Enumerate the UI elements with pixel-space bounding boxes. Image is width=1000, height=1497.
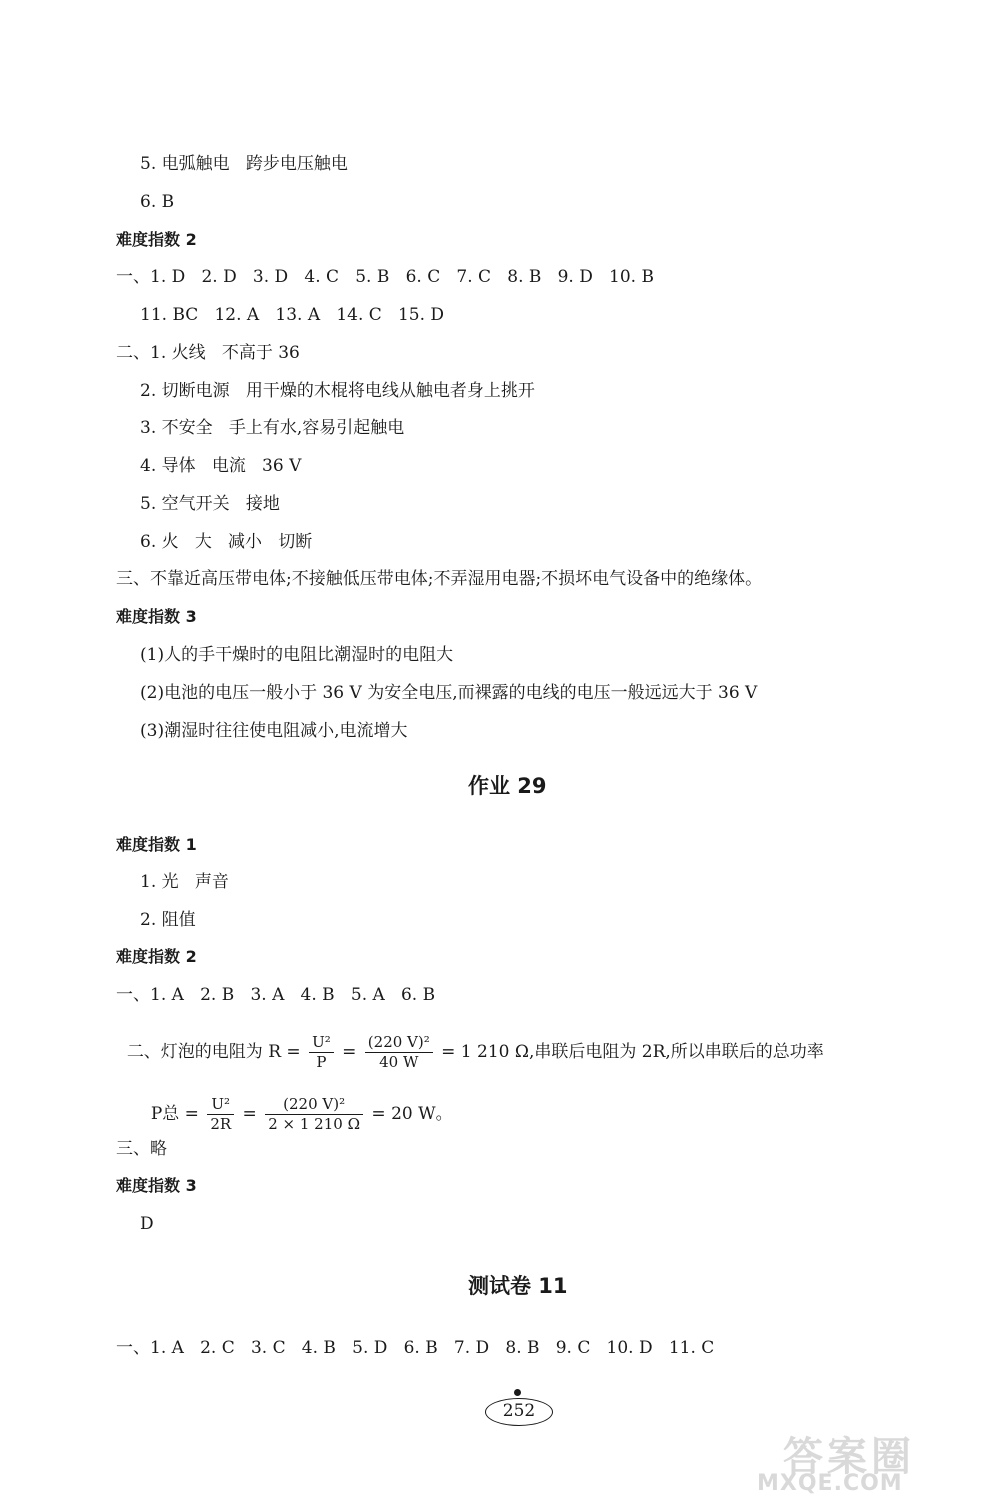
- hw29-answer-2: 2. 阻值: [140, 910, 196, 930]
- page-number-badge: [483, 1388, 555, 1428]
- difficulty-3-title: 难度指数 3: [116, 607, 197, 626]
- watermark-url: MXQE.COM: [757, 1471, 903, 1496]
- total-power-calculation: [140, 1080, 453, 1132]
- page-number-dot: [514, 1389, 521, 1396]
- reason-1: (1)人的手干燥时的电阻比潮湿时的电阻大: [140, 645, 454, 665]
- hw29-difficulty-2-title: 难度指数 2: [116, 947, 197, 966]
- calc-suffix: = 1 210 Ω,串联后电阻为 2R,所以串联后的总功率: [435, 1042, 824, 1062]
- equals-sign: =: [237, 1104, 263, 1124]
- fraction-220v-over-40w: [365, 1035, 433, 1070]
- fill-answer-6: 6. 火 大 减小 切断: [140, 532, 313, 552]
- reason-2: (2)电池的电压一般小于 36 V 为安全电压,而裸露的电线的电压一般远远大于 36 V: [140, 683, 758, 703]
- hw29-difficulty-3-title: 难度指数 3: [116, 1176, 197, 1195]
- page-number: 252: [502, 1401, 536, 1421]
- hw29-choice-answers: 一、1. A 2. B 3. A 4. B 5. A 6. B: [116, 985, 436, 1005]
- fill-answer-2: 2. 切断电源 用干燥的木棍将电线从触电者身上挑开: [140, 381, 535, 401]
- calc2-suffix: = 20 W。: [366, 1104, 453, 1124]
- fraction-numerator: (220 V)²: [365, 1035, 433, 1053]
- test-11-heading: 测试卷 11: [468, 1274, 568, 1298]
- homework-29-heading: 作业 29: [468, 774, 547, 798]
- fraction-denominator: 2R: [210, 1115, 232, 1133]
- fraction-u2-over-p: [309, 1035, 334, 1070]
- calc-prefix: 二、灯泡的电阻为 R =: [126, 1042, 307, 1062]
- fill-answer-5: 5. 空气开关 接地: [140, 494, 280, 514]
- watermark-title: 答案圈: [783, 1434, 915, 1480]
- hw29-level3-answer: D: [140, 1214, 154, 1234]
- fraction-denominator: P: [316, 1053, 327, 1071]
- hw29-part3: 三、略: [116, 1139, 167, 1159]
- choice-answers-row1: 一、1. D 2. D 3. D 4. C 5. B 6. C 7. C 8. B 9. D 10. B: [116, 267, 654, 287]
- fraction-numerator: U²: [309, 1035, 334, 1053]
- fraction-numerator: (220 V)²: [265, 1097, 363, 1115]
- reason-3: (3)潮湿时往往使电阻减小,电流增大: [140, 721, 408, 741]
- answer-top-6: 6. B: [140, 192, 175, 212]
- answer-top-5: 5. 电弧触电 跨步电压触电: [140, 154, 348, 174]
- equals-sign: =: [336, 1042, 362, 1062]
- fraction-denominator: 40 W: [379, 1053, 419, 1071]
- calc2-prefix: P总 =: [150, 1104, 205, 1124]
- choice-answers-row2: 11. BC 12. A 13. A 14. C 15. D: [140, 305, 445, 325]
- fraction-numerator: U²: [207, 1097, 234, 1115]
- fill-answer-1: 二、1. 火线 不高于 36: [116, 343, 300, 363]
- fraction-u2-over-2r: [207, 1097, 234, 1132]
- fraction-denominator: 2 × 1 210 Ω: [268, 1115, 361, 1133]
- hw29-answer-1: 1. 光 声音: [140, 872, 229, 892]
- resistance-calculation: [116, 1018, 824, 1070]
- fill-answer-4: 4. 导体 电流 36 V: [140, 456, 302, 476]
- fill-answer-3: 3. 不安全 手上有水,容易引起触电: [140, 418, 405, 438]
- watermark-logo: [755, 1425, 995, 1497]
- fraction-220v-over-2x1210: [265, 1097, 363, 1132]
- short-answer-3: 三、不靠近高压带电体;不接触低压带电体;不弄湿用电器;不损坏电气设备中的绝缘体。: [116, 569, 763, 589]
- hw29-difficulty-1-title: 难度指数 1: [116, 835, 197, 854]
- test11-choice-answers: 一、1. A 2. C 3. C 4. B 5. D 6. B 7. D 8. B 9. C 10. D 11. C: [116, 1338, 715, 1358]
- difficulty-2-title: 难度指数 2: [116, 230, 197, 249]
